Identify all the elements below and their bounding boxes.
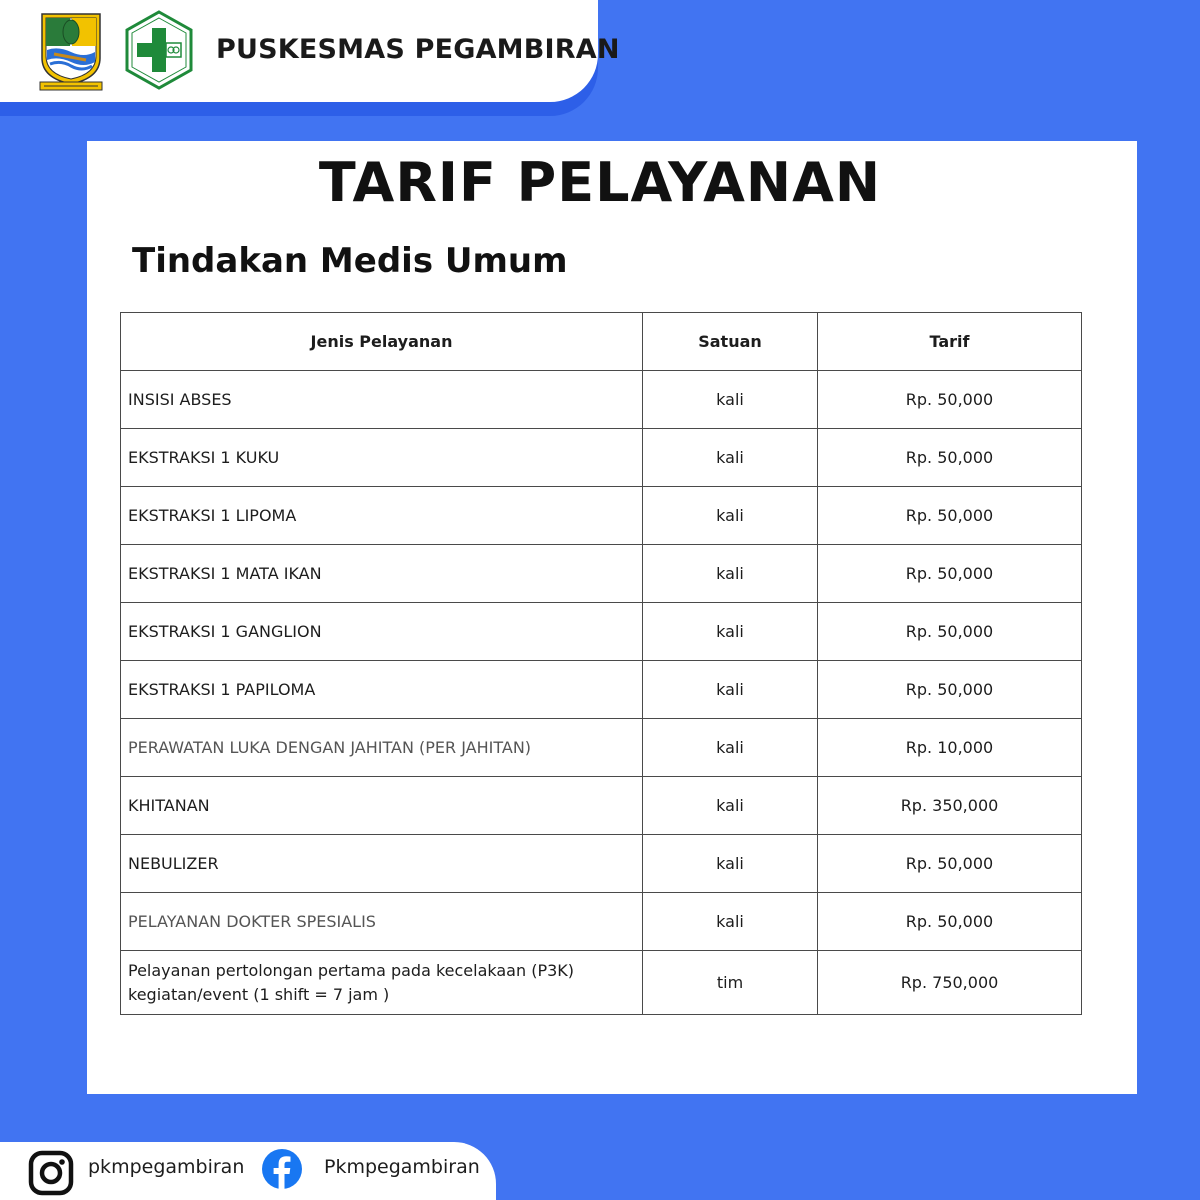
table-row: [121, 371, 1082, 429]
tariff-table: [120, 312, 1082, 1015]
tariff-card: [87, 141, 1137, 1094]
price-cell: Rp. 10,000: [818, 719, 1082, 777]
price-cell: Rp. 50,000: [818, 661, 1082, 719]
instagram-icon[interactable]: [28, 1150, 74, 1196]
service-cell: KHITANAN: [121, 777, 643, 835]
service-cell: PERAWATAN LUKA DENGAN JAHITAN (PER JAHITAN): [121, 719, 643, 777]
service-cell: EKSTRAKSI 1 KUKU: [121, 429, 643, 487]
puskesmas-cross-icon: [124, 10, 194, 90]
price-cell: Rp. 50,000: [818, 603, 1082, 661]
unit-cell: kali: [643, 487, 818, 545]
page-title: TARIF PELAYANAN: [318, 151, 882, 214]
price-cell: Rp. 750,000: [818, 951, 1082, 1015]
table-row: [121, 835, 1082, 893]
table-row: [121, 545, 1082, 603]
price-cell: Rp. 50,000: [818, 487, 1082, 545]
unit-cell: kali: [643, 777, 818, 835]
unit-cell: kali: [643, 371, 818, 429]
unit-cell: kali: [643, 603, 818, 661]
service-cell: PELAYANAN DOKTER SPESIALIS: [121, 893, 643, 951]
unit-cell: kali: [643, 893, 818, 951]
price-cell: Rp. 350,000: [818, 777, 1082, 835]
table-row: [121, 893, 1082, 951]
column-header-price: Tarif: [818, 313, 1082, 371]
header-bar: [0, 0, 620, 102]
price-cell: Rp. 50,000: [818, 371, 1082, 429]
table-row: [121, 603, 1082, 661]
price-cell: Rp. 50,000: [818, 835, 1082, 893]
price-cell: Rp. 50,000: [818, 893, 1082, 951]
section-title: Tindakan Medis Umum: [132, 241, 568, 281]
table-row: [121, 951, 1082, 1015]
table-row: [121, 661, 1082, 719]
unit-cell: kali: [643, 429, 818, 487]
service-cell: INSISI ABSES: [121, 371, 643, 429]
service-cell: [121, 951, 643, 1015]
service-text-line1: Pelayanan pertolongan pertama pada kecelakaan (P3K): [128, 961, 575, 981]
table-row: [121, 777, 1082, 835]
service-text-line2: kegiatan/event (1 shift = 7 jam ): [128, 984, 390, 1004]
column-header-service: Jenis Pelayanan: [121, 313, 643, 371]
service-cell: EKSTRAKSI 1 LIPOMA: [121, 487, 643, 545]
facebook-icon[interactable]: [261, 1148, 303, 1190]
unit-cell: kali: [643, 545, 818, 603]
column-header-unit: Satuan: [643, 313, 818, 371]
service-cell: NEBULIZER: [121, 835, 643, 893]
table-header-row: [121, 313, 1082, 371]
instagram-handle[interactable]: pkmpegambiran: [88, 1156, 245, 1178]
city-crest-icon: [28, 6, 114, 92]
facebook-handle[interactable]: Pkmpegambiran: [324, 1156, 480, 1178]
table-row: [121, 719, 1082, 777]
unit-cell: kali: [643, 661, 818, 719]
table-row: [121, 487, 1082, 545]
table-row: [121, 429, 1082, 487]
service-cell: EKSTRAKSI 1 GANGLION: [121, 603, 643, 661]
service-cell: EKSTRAKSI 1 MATA IKAN: [121, 545, 643, 603]
footer-bar: [0, 1142, 496, 1200]
unit-cell: kali: [643, 719, 818, 777]
header-title: PUSKESMAS PEGAMBIRAN: [216, 34, 620, 65]
service-cell: EKSTRAKSI 1 PAPILOMA: [121, 661, 643, 719]
unit-cell: tim: [643, 951, 818, 1015]
unit-cell: kali: [643, 835, 818, 893]
price-cell: Rp. 50,000: [818, 429, 1082, 487]
price-cell: Rp. 50,000: [818, 545, 1082, 603]
